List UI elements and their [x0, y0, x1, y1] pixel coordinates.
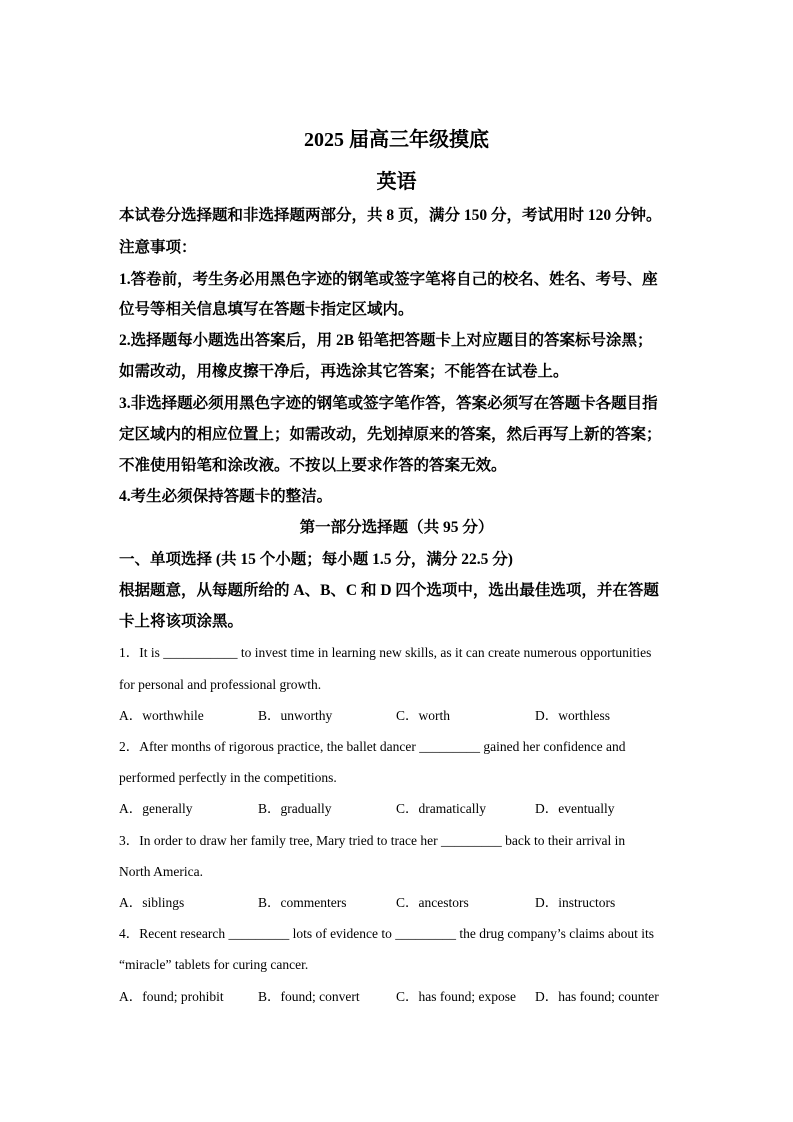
notice-3-line-1: 3.非选择题必须用黑色字迹的钢笔或签字笔作答，答案必须写在答题卡各题目指	[119, 395, 658, 412]
exam-info: 本试卷分选择题和非选择题两部分，共 8 页，满分 150 分，考试用时 120 分钟。	[119, 207, 662, 224]
question-3-option-b: B．commenters	[258, 895, 347, 910]
question-1-option-a: A．worthwhile	[119, 708, 204, 723]
exam-title: 2025 届高三年级摸底	[304, 129, 489, 151]
notice-4: 4.考生必须保持答题卡的整洁。	[119, 488, 333, 505]
question-2-option-d: D．eventually	[535, 801, 615, 816]
notice-3-line-2: 定区域内的相应位置上；如需改动，先划掉原来的答案，然后再写上新的答案；	[119, 426, 662, 443]
question-1-option-d: D．worthless	[535, 708, 610, 723]
question-1-options	[119, 707, 679, 725]
question-2-option-b: B．gradually	[258, 801, 332, 816]
question-1-stem-line-1: 1．It is ___________ to invest time in learning new skills, as it can create numerous opportunities	[119, 645, 652, 660]
question-1-stem-line-2: for personal and professional growth.	[119, 677, 322, 692]
question-2-stem-line-2: performed perfectly in the competitions.	[119, 770, 337, 785]
question-4-stem-line-2: “miracle” tablets for curing cancer.	[119, 957, 309, 972]
question-1-option-c: C．worth	[396, 708, 450, 723]
question-4-stem-line-1: 4．Recent research _________ lots of evidence to _________ the drug company’s claims about its	[119, 926, 655, 941]
question-3-options	[119, 894, 679, 912]
instruction-line-1: 根据题意，从每题所给的 A、B、C 和 D 四个选项中，选出最佳选项，并在答题	[119, 582, 659, 599]
instruction-line-2: 卡上将该项涂黑。	[119, 613, 244, 630]
question-2-option-a: A．generally	[119, 801, 193, 816]
part-title: 第一部分选择题（共 95 分）	[299, 519, 494, 536]
question-3-stem-line-2: North America.	[119, 864, 203, 879]
notice-1-line-2: 位号等相关信息填写在答题卡指定区域内。	[119, 301, 414, 318]
question-3-option-a: A．siblings	[119, 895, 185, 910]
question-3-option-c: C．ancestors	[396, 895, 469, 910]
question-1-option-b: B．unworthy	[258, 708, 333, 723]
question-4-option-c: C．has found; expose	[396, 989, 516, 1004]
question-3-stem-line-1: 3．In order to draw her family tree, Mary tried to trace her _________ back to their arrival in	[119, 833, 626, 848]
question-4-option-d: D．has found; counter	[535, 989, 659, 1004]
question-2-options	[119, 800, 679, 818]
notice-1-line-1: 1.答卷前，考生务必用黑色字迹的钢笔或签字笔将自己的校名、姓名、考号、座	[119, 271, 658, 288]
notice-heading: 注意事项：	[119, 239, 197, 256]
notice-3-line-3: 不准使用铅笔和涂改液。不按以上要求作答的答案无效。	[119, 457, 507, 474]
question-2-option-c: C．dramatically	[396, 801, 486, 816]
question-4-option-b: B．found; convert	[258, 989, 360, 1004]
question-4-options	[119, 988, 679, 1006]
section-heading: 一、单项选择 (共 15 个小题；每小题 1.5 分，满分 22.5 分)	[119, 551, 513, 568]
question-3-option-d: D．instructors	[535, 895, 616, 910]
question-4-option-a: A．found; prohibit	[119, 989, 224, 1004]
subject-title: 英语	[376, 171, 417, 193]
notice-2-line-1: 2.选择题每小题选出答案后，用 2B 铅笔把答题卡上对应题目的答案标号涂黑；	[119, 332, 653, 349]
notice-2-line-2: 如需改动，用橡皮擦干净后，再选涂其它答案；不能答在试卷上。	[119, 363, 569, 380]
question-2-stem-line-1: 2．After months of rigorous practice, the ballet dancer _________ gained her confidence and	[119, 739, 626, 754]
